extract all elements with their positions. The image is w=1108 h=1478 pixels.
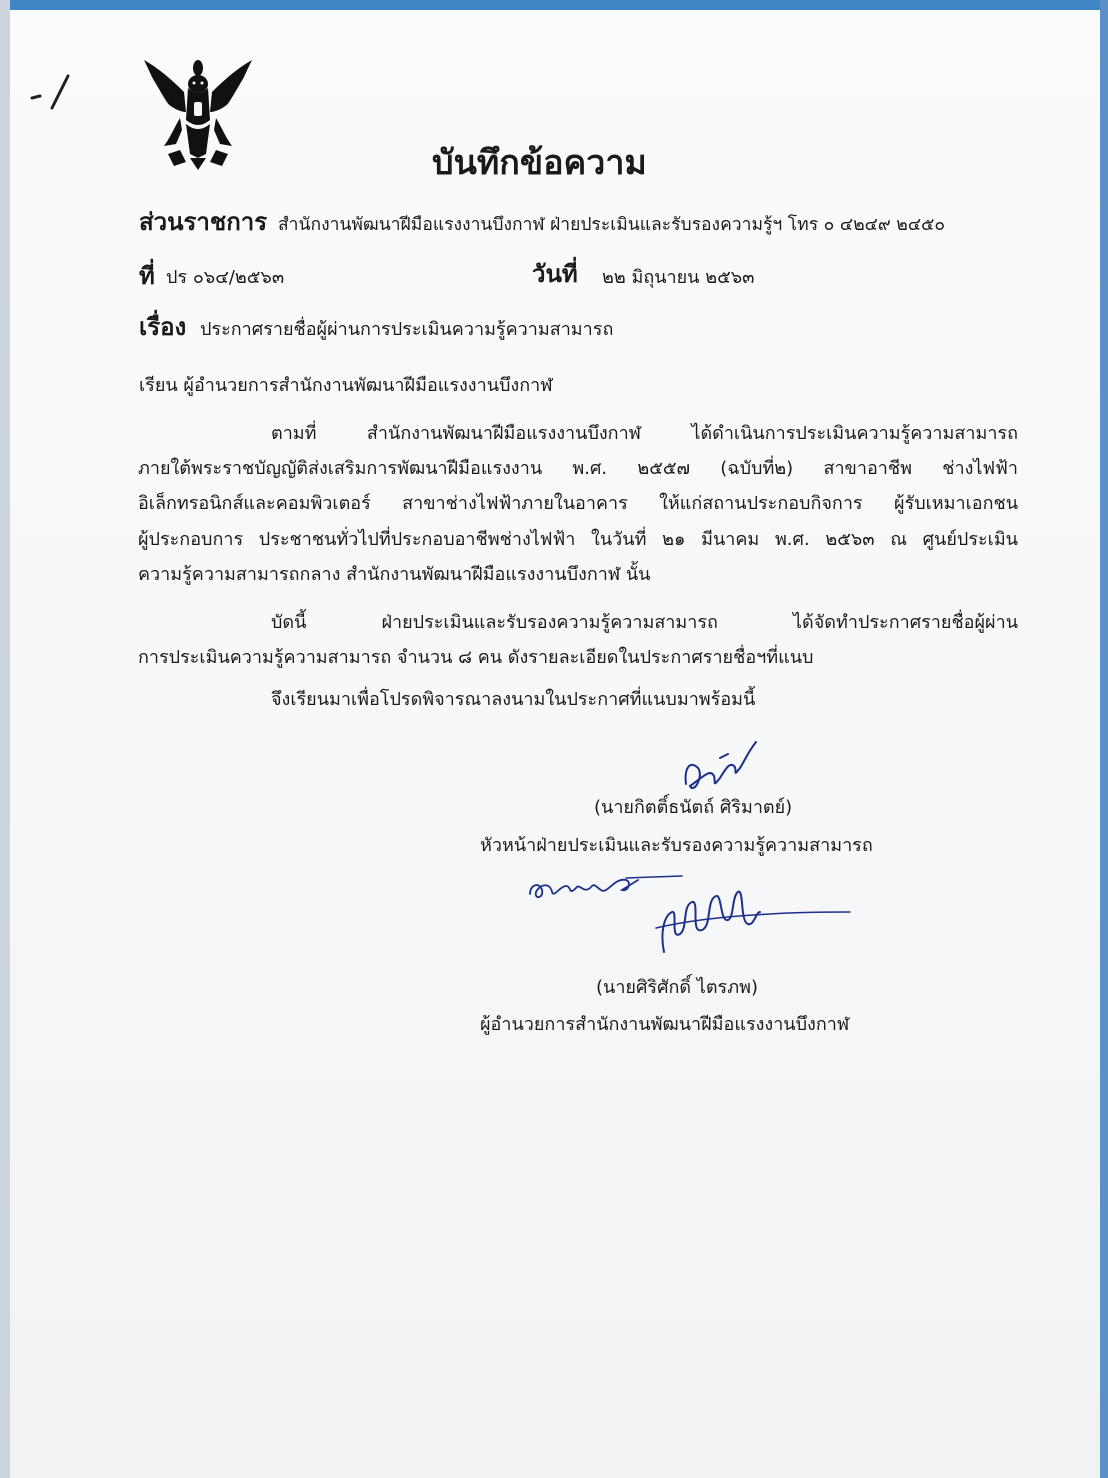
closing-sentence: จึงเรียนมาเพื่อโปรดพิจารณาลงนามในประกาศที่แนบมาพร้อมนี้ — [271, 689, 756, 710]
signatory2-name: (นายศิริศักดิ์ ไตรภพ) — [596, 977, 758, 998]
paragraph1-line: ตามที่ สำนักงานพัฒนาฝีมือแรงงานบึงกาฬ ได้ดำเนินการประเมินความรู้ความสามารถ — [271, 423, 1018, 444]
subject-label: เรื่อง — [139, 313, 187, 341]
paragraph1-line: ความรู้ความสามารถกลาง สำนักงานพัฒนาฝีมือแรงงานบึงกาฬ นั้น — [138, 564, 651, 585]
date-value: ๒๒ มิถุนายน ๒๕๖๓ — [602, 267, 755, 288]
document-number-value: ปร ๐๖๔/๒๕๖๓ — [166, 267, 285, 288]
signature-kittithanat — [680, 738, 760, 800]
date-label: วันที่ — [532, 260, 578, 288]
memo-title: บันทึกข้อความ — [432, 143, 647, 183]
department-label: ส่วนราชการ — [139, 208, 268, 236]
paragraph2-line: บัดนี้ ฝ่ายประเมินและรับรองความรู้ความสามารถ ได้จัดทำประกาศรายชื่อผู้ผ่าน — [271, 612, 1018, 633]
top-border-band — [0, 0, 1108, 10]
right-edge-band — [1100, 0, 1108, 1478]
paragraph1-line: อิเล็กทรอนิกส์และคอมพิวเตอร์ สาขาช่างไฟฟ้าภายในอาคาร ให้แก่สถานประกอบกิจการ ผู้รับเหมาเอกชน — [138, 493, 1018, 514]
department-value: สำนักงานพัฒนาฝีมือแรงงานบึงกาฬ ฝ่ายประเมินและรับรองความรู้ฯ โทร ๐ ๔๒๔๙ ๒๔๕๐ — [278, 215, 946, 235]
left-edge-shadow — [0, 0, 10, 1478]
paragraph1-line: ผู้ประกอบการ ประชาชนทั่วไปที่ประกอบอาชีพช่างไฟฟ้า ในวันที่ ๒๑ มีนาคม พ.ศ. ๒๕๖๓ ณ ศูนย์ประเมิน — [138, 529, 1018, 550]
signatory1-position: หัวหน้าฝ่ายประเมินและรับรองความรู้ความสามารถ — [480, 835, 873, 856]
salutation: เรียน ผู้อำนวยการสำนักงานพัฒนาฝีมือแรงงานบึงกาฬ — [139, 375, 553, 396]
garuda-emblem-icon — [140, 58, 256, 170]
handwritten-corner-mark — [28, 72, 88, 112]
document-number-label: ที่ — [139, 262, 155, 290]
signatory1-name: (นายกิตติ์ธนัตถ์ ศิริมาตย์) — [594, 797, 793, 818]
paragraph1-line: ภายใต้พระราชบัญญัติส่งเสริมการพัฒนาฝีมือแรงงาน พ.ศ. ๒๕๕๗ (ฉบับที่๒) สาขาอาชีพ ช่างไฟฟ้า — [138, 458, 1018, 479]
paragraph2-line: การประเมินความรู้ความสามารถ จำนวน ๘ คน ดังรายละเอียดในประกาศรายชื่อฯที่แนบ — [138, 647, 814, 668]
signature-sirisak — [650, 882, 855, 958]
signatory2-position: ผู้อำนวยการสำนักงานพัฒนาฝีมือแรงงานบึงกาฬ — [480, 1014, 850, 1035]
subject-value: ประกาศรายชื่อผู้ผ่านการประเมินความรู้ความสามารถ — [200, 319, 614, 340]
